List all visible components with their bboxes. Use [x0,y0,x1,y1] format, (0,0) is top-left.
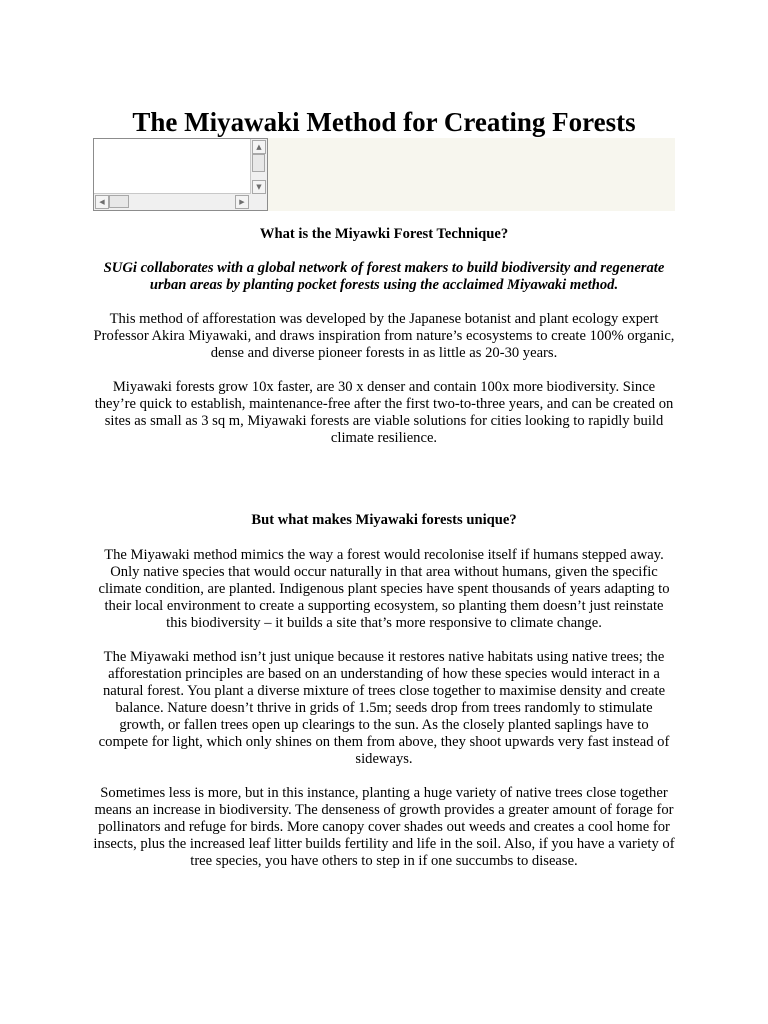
horizontal-scrollbar[interactable] [94,193,251,210]
arrow-down-icon[interactable]: ▼ [252,180,266,194]
vertical-scrollbar[interactable] [250,139,267,195]
body-paragraph: Miyawaki forests grow 10x faster, are 30 x denser and contain 100x more biodiversity. Since they’re quick to establish, maintenance-free after the first two-to-three years, and can be created on sites as small as 3 sq m, Miyawaki forests are viable solutions for cities looking to rapidly build climate resilience. [94,379,674,446]
body-paragraph: Sometimes less is more, but in this instance, planting a huge variety of native trees close together means an increase in biodiversity. The denseness of growth provides a greater amount of forage for pollinators and refuge for birds. More canopy cover shades out weeds and creates a cool home for insects, plus the increased leaf litter builds fertility and life in the soil. Also, if you have a variety of tree species, you have others to step in if one succumbs to disease. [93,785,675,869]
section-heading-technique: What is the Miyawki Forest Technique? [259,226,509,242]
embedded-object-panel [93,138,675,211]
body-paragraph: This method of afforestation was developed by the Japanese botanist and plant ecology expert Professor Akira Miyawaki, and draws inspiration from nature’s ecosystems to create 100% organic, dense and diverse pioneer forests in as little as 20-30 years. [93,311,675,361]
horizontal-scroll-thumb[interactable] [109,195,129,208]
arrow-left-icon[interactable]: ◀ [95,195,109,209]
body-paragraph: The Miyawaki method isn’t just unique because it restores native habitats using native trees; the afforestation principles are based on an understanding of how these species would interact in a natural forest. You plant a diverse mixture of trees close together to maximise density and create balance. Nature doesn’t thrive in grids of 1.5m; seeds drop from trees randomly to stimulate growth, or fallen trees open up clearings to the sun. As the closely planted saplings have to compete for light, which only shines on them from above, they shoot upwards very fast instead of sideways. [98,649,670,767]
body-paragraph: The Miyawaki method mimics the way a forest would recolonise itself if humans stepped away. Only native species that would occur naturally in that area without humans, given the specific climate condition, are planted. Indigenous plant species have spent thousands of years adapting to their local environment to create a supporting ecosystem, so planting them doesn’t just reinstate this biodiversity – it builds a site that’s more responsive to climate change. [98,547,670,631]
document-body [93,226,675,870]
arrow-right-icon[interactable]: ▶ [235,195,249,209]
document-title: The Miyawaki Method for Creating Forests [132,107,636,138]
arrow-up-icon[interactable]: ▲ [252,140,266,154]
vertical-scroll-thumb[interactable] [252,154,265,172]
lead-paragraph: SUGi collaborates with a global network of forest makers to build biodiversity and regenerate urban areas by planting pocket forests using the acclaimed Miyawaki method. [103,260,665,293]
section-heading-unique: But what makes Miyawaki forests unique? [251,512,517,528]
scrollbar-corner [251,194,267,210]
embedded-text-area[interactable] [93,138,268,211]
